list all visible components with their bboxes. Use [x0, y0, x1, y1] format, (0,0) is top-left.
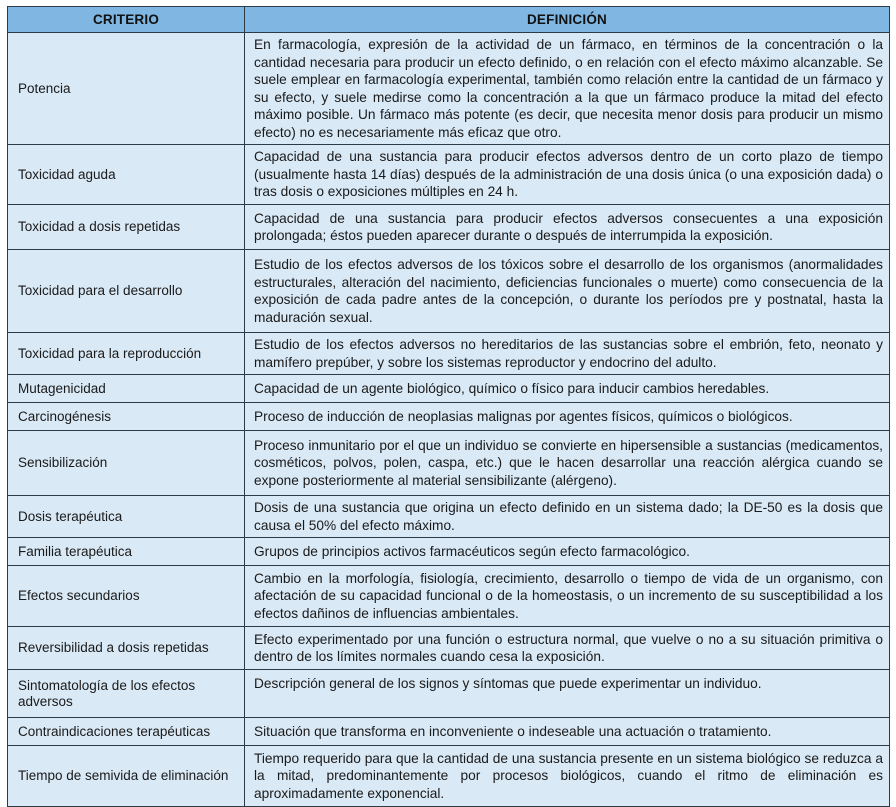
table-row	[8, 205, 890, 250]
definicion-cell: En farmacología, expresión de la actividad de un fármaco, en términos de la concentración o la cantidad necesaria para producir un efecto definido, o en relación con el efecto máximo alcanzable. Se suele emplear en farmacología experimental, también como relación entre la cantidad de un fármaco y su efecto, y suele medirse como la concentración a la que un fármaco produce la mitad del efecto máximo posible. Un fármaco más potente (es decir, que necesita menor dosis para producir un mismo efecto) no es necesariamente más eficaz que otro.	[245, 33, 890, 145]
table-row	[8, 670, 890, 718]
table-row	[8, 718, 890, 746]
criterio-cell: Efectos secundarios	[8, 566, 245, 627]
column-header-definicion: DEFINICIÓN	[245, 7, 890, 33]
definicion-cell: Estudio de los efectos adversos no hereditarios de las sustancias sobre el embrión, feto, neonato y mamífero prepúber, y sobre los sistemas reproductor y endocrino del adulto.	[245, 333, 890, 375]
definicion-cell: Estudio de los efectos adversos de los tóxicos sobre el desarrollo de los organismos (anormalidades estructurales, alteración del nacimiento, deficiencias funcionales o muerte) como consecuencia de la exposición de cada padre antes de la concepción, o durante los períodos pre y postnatal, hasta la maduración sexual.	[245, 250, 890, 333]
table-row	[8, 403, 890, 431]
table-row	[8, 627, 890, 670]
table-row	[8, 333, 890, 375]
definicion-cell: Dosis de una sustancia que origina un efecto definido en un sistema dado; la DE-50 es la dosis que causa el 50% del efecto máximo.	[245, 496, 890, 538]
definicion-cell: Capacidad de una sustancia para producir efectos adversos consecuentes a una exposición prolongada; éstos pueden aparecer durante o después de interrumpida la exposición.	[245, 205, 890, 250]
definitions-table-container	[7, 6, 889, 807]
definicion-cell: Capacidad de un agente biológico, químico o físico para inducir cambios heredables.	[245, 375, 890, 403]
definicion-cell: Proceso inmunitario por el que un individuo se convierte en hipersensible a sustancias (medicamentos, cosméticos, polvos, polen, caspa, etc.) que le hacen desarrollar una reacción alérgica cuando se expone posteriormente al material sensibilizante (alérgeno).	[245, 431, 890, 496]
table-row	[8, 250, 890, 333]
table-header-row	[8, 7, 890, 33]
table-row	[8, 145, 890, 205]
definicion-cell: Grupos de principios activos farmacéuticos según efecto farmacológico.	[245, 538, 890, 566]
table-row	[8, 431, 890, 496]
table-row	[8, 538, 890, 566]
table-row	[8, 566, 890, 627]
definicion-cell: Efecto experimentado por una función o estructura normal, que vuelve o no a su situación primitiva o dentro de los límites normales cuando cesa la exposición.	[245, 627, 890, 670]
definicion-cell: Cambio en la morfología, fisiología, crecimiento, desarrollo o tiempo de vida de un organismo, con afectación de su capacidad funcional o de la homeostasis, o un incremento de su susceptibilidad a los efectos dañinos de influencias ambientales.	[245, 566, 890, 627]
definicion-cell: Proceso de inducción de neoplasias malignas por agentes físicos, químicos o biológicos.	[245, 403, 890, 431]
criterio-cell: Toxicidad aguda	[8, 145, 245, 205]
criterio-cell: Sintomatología de los efectos adversos	[8, 670, 245, 718]
criterio-cell: Toxicidad para el desarrollo	[8, 250, 245, 333]
criterio-cell: Sensibilización	[8, 431, 245, 496]
definicion-cell: Situación que transforma en inconveniente o indeseable una actuación o tratamiento.	[245, 718, 890, 746]
definicion-cell: Descripción general de los signos y síntomas que puede experimentar un individuo.	[245, 670, 890, 718]
criterio-cell: Mutagenicidad	[8, 375, 245, 403]
criterio-cell: Reversibilidad a dosis repetidas	[8, 627, 245, 670]
criterio-cell: Familia terapéutica	[8, 538, 245, 566]
criterio-cell: Toxicidad a dosis repetidas	[8, 205, 245, 250]
definicion-cell: Tiempo requerido para que la cantidad de una sustancia presente en un sistema biológico se reduzca a la mitad, predominantemente por procesos biológicos, cuando el ritmo de eliminación es aproximadamente exponencial.	[245, 746, 890, 807]
table-row	[8, 746, 890, 807]
criterio-cell: Tiempo de semivida de eliminación	[8, 746, 245, 807]
criteria-definitions-table	[7, 6, 890, 807]
criterio-cell: Toxicidad para la reproducción	[8, 333, 245, 375]
table-row	[8, 33, 890, 145]
criterio-cell: Carcinogénesis	[8, 403, 245, 431]
criterio-cell: Dosis terapéutica	[8, 496, 245, 538]
table-row	[8, 496, 890, 538]
definicion-cell: Capacidad de una sustancia para producir efectos adversos dentro de un corto plazo de tiempo (usualmente hasta 14 días) después de la administración de una dosis única (o una exposición dada) o tras dosis o exposiciones múltiples en 24 h.	[245, 145, 890, 205]
column-header-criterio: CRITERIO	[8, 7, 245, 33]
criterio-cell: Potencia	[8, 33, 245, 145]
criterio-cell: Contraindicaciones terapéuticas	[8, 718, 245, 746]
table-row	[8, 375, 890, 403]
